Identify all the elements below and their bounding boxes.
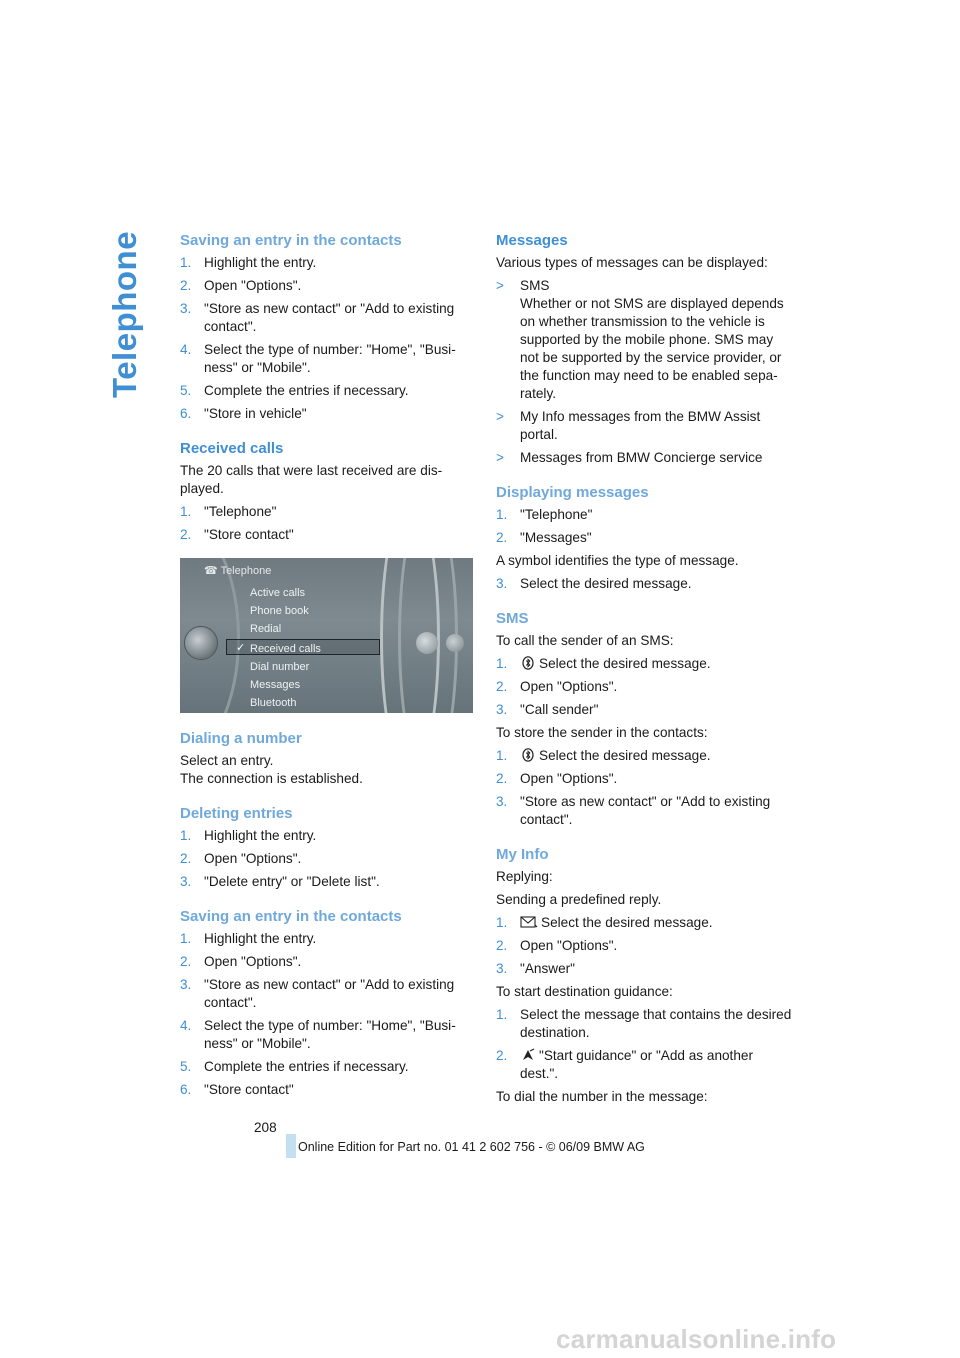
option-knob-icon [446,634,464,652]
list-item: 3. "Store as new contact" or "Add to existing contact". [496,794,771,827]
section-title: SMS [496,610,529,627]
phone-icon: ☎ [204,565,221,577]
list-item: 5. Complete the entries if necessary. [180,1059,409,1074]
left-column [180,232,476,1099]
section-title: My Info [496,846,549,863]
menu-item: Active calls [250,587,306,599]
body-text: A symbol identifies the type of message. [496,553,739,568]
list-item: 3. "Store as new contact" or "Add to existing contact". [180,301,455,334]
menu-item: Phone book [250,605,309,617]
section-title: Displaying messages [496,484,649,501]
body-text: To dial the number in the message: [496,1089,708,1104]
bullet-marker: > [496,409,504,424]
list-item: 5. Complete the entries if necessary. [180,383,409,398]
screen-title: ☎ Telephone [204,565,272,577]
list-item: 1. Select the desired message. [496,656,711,671]
list-item: 2. Open "Options". [496,938,618,953]
body-text: To call the sender of an SMS: [496,633,674,648]
body-text: Various types of messages can be displayed: [496,255,768,270]
list-item: 1. Highlight the entry. [180,828,317,843]
body-text: To store the sender in the contacts: [496,725,708,740]
list-item: 1. Select the desired message. [496,915,713,930]
list-item: 6. "Store in vehicle" [180,406,307,421]
list-item: 1. Highlight the entry. [180,931,317,946]
list-item: 2. "Store contact" [180,527,294,542]
list-item: 2. Open "Options". [496,679,618,694]
option-knob-icon [416,632,438,654]
bullet-item: > Messages from BMW Concierge service [496,450,763,465]
list-item: 2. Open "Options". [180,954,302,969]
controller-knob-icon [184,626,218,660]
right-column [496,232,792,1106]
body-text: Replying: [496,869,553,884]
section-title: Deleting entries [180,805,293,822]
list-item: 3. "Answer" [496,961,575,976]
body-text: The connection is established. [180,771,363,786]
list-item: 3. "Store as new contact" or "Add to existing contact". [180,977,455,1010]
idrive-screenshot [180,558,473,713]
list-item: 4. Select the type of number: "Home", "Busi-ness" or "Mobile". [180,1018,456,1051]
section-title: Received calls [180,440,284,457]
check-icon: ✓ [236,642,246,654]
body-text: Sending a predefined reply. [496,892,662,907]
chapter-tab [106,220,152,420]
section-title: Dialing a number [180,730,302,747]
menu-item: Redial [250,623,282,635]
body-text: To start destination guidance: [496,984,673,999]
bullet-item: > SMS Whether or not SMS are displayed depends on whether transmission to the vehicle is supported by the mobile phone. SMS may not be supported by the service provider, or the function may need to be enabled sepa-rately. [496,278,784,401]
body-text: Select an entry. [180,753,274,768]
page-number: 208 [254,1120,277,1135]
menu-item-selected: Received calls [250,643,321,655]
list-item: 6. "Store contact" [180,1082,294,1097]
navigation-icon [520,1048,536,1062]
list-item: 2. Open "Options". [180,278,302,293]
list-item: 4. Select the type of number: "Home", "Busi-ness" or "Mobile". [180,342,456,375]
watermark: carmanualsonline.info [556,1324,837,1354]
edition-note: Online Edition for Part no. 01 41 2 602 756 - © 06/09 BMW AG [298,1140,645,1154]
section-title: Saving an entry in the contacts [180,232,402,249]
list-item: 2. Open "Options". [496,771,618,786]
list-item: 3. Select the desired message. [496,576,692,591]
envelope-icon [520,915,538,929]
menu-item: Dial number [250,661,310,673]
menu-item: Messages [250,679,301,691]
menu-item: Bluetooth [250,697,297,709]
list-item: 3. "Call sender" [496,702,599,717]
list-item: 1. Highlight the entry. [180,255,317,270]
list-item: 1. "Telephone" [496,507,593,522]
bullet-marker: > [496,278,504,293]
list-item: 1. Select the desired message. [496,748,711,763]
body-text: The 20 calls that were last received are dis-played. [180,463,443,496]
bullet-item: > My Info messages from the BMW Assist portal. [496,409,761,442]
section-title: Saving an entry in the contacts [180,908,402,925]
bluetooth-phone-icon [520,656,536,670]
footer-bar [286,1134,296,1158]
bullet-marker: > [496,450,504,465]
chapter-title: Telephone [106,230,143,398]
section-title: Messages [496,232,568,249]
list-item: 2. "Messages" [496,530,592,545]
bluetooth-phone-icon [520,748,536,762]
list-item: 2. "Start guidance" or "Add as another dest.". [496,1048,753,1081]
list-item: 2. Open "Options". [180,851,302,866]
list-item: 3. "Delete entry" or "Delete list". [180,874,380,889]
list-item: 1. "Telephone" [180,504,277,519]
list-item: 1. Select the message that contains the desired destination. [496,1007,792,1040]
